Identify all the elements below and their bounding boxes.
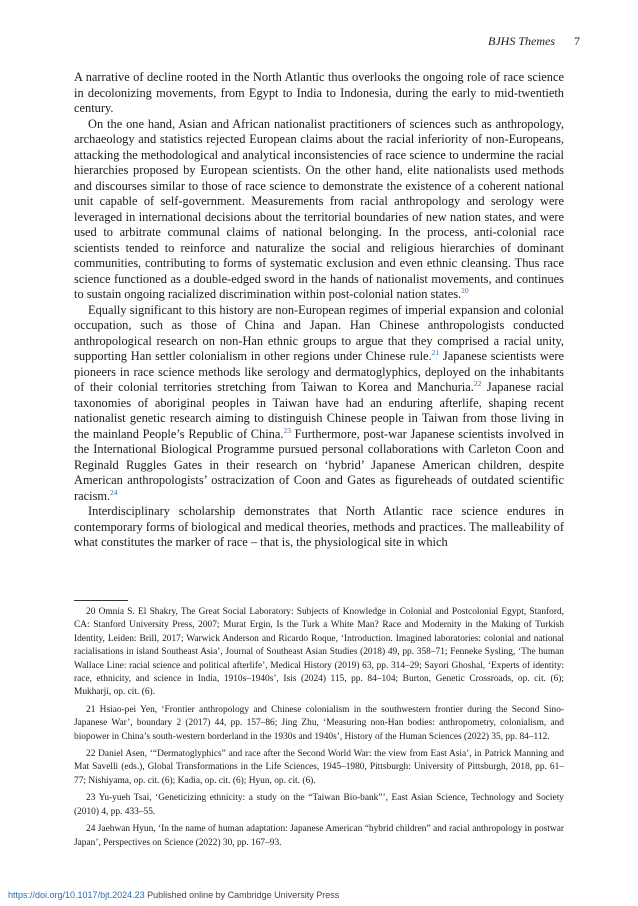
footnote-ref-24[interactable]: 24 bbox=[110, 487, 118, 497]
paragraph-3 bbox=[74, 303, 564, 505]
paragraph-2 bbox=[74, 117, 564, 303]
paragraph-3-text-b: Japanese scientists were pioneers in race science methods like serology and dermatoglyphics, deployed on the inhabitants of their colonial territories stretching from Taiwan to Korea and Manchuria. bbox=[74, 349, 564, 394]
footnote-24: 24 Jaehwan Hyun, ‘In the name of human adaptation: Japanese American “hybrid children” and racial anthropology in postwar Japan’, Perspectives on Science (2022) 30, pp. 167–93. bbox=[74, 824, 564, 848]
footnote-ref-22[interactable]: 22 bbox=[473, 378, 482, 388]
paragraph-3-text-c: Japanese racial taxonomies of aboriginal peoples in Taiwan have had an enduring afterlife, shaping recent nationalist genetic research aiming to distinguish Chinese people in Taiwan from those living in the mainland People’s Republic of China. bbox=[74, 380, 564, 441]
footnotes bbox=[74, 606, 564, 854]
paragraph-4: Interdisciplinary scholarship demonstrates that North Atlantic race science endures in contemporary forms of biological and medical theories, methods and practices. The malleability of what constitutes the marker of race – that is, the physiological site in which bbox=[74, 504, 564, 549]
footnote-22: 22 Daniel Asen, ‘“Dermatoglyphics” and race after the Second World War: the view from East Asia’, in Patrick Manning and Mat Savelli (eds.), Global Transformations in the Life Sciences, 1945–1980, Pittsburgh: University of Pittsburgh, 2018, pp. 61–77; Nishiyama, op. cit. (6); Kadia, op. cit. (6); Hyun, op. cit. (6). bbox=[74, 749, 564, 786]
doi-footer bbox=[8, 890, 339, 900]
paragraph-3-text-d: Furthermore, post-war Japanese scientists involved in the International Biological Programme pursued personal collaborations with Carleton Coon and Reginald Ruggles Gates in their research on ‘hybrid’ Japanese American children, despite American anthropologists’ ostracization of Coon and Gates as figureheads of outdated scientific racism. bbox=[74, 426, 564, 503]
journal-title: BJHS Themes bbox=[488, 34, 555, 48]
main-text bbox=[74, 70, 564, 551]
paragraph-3-text-a: Equally significant to this history are non-European regimes of imperial expansion and colonial occupation, such as those of China and Japan. Han Chinese anthropologists conducted anthropological research on non-Han ethnic groups to argue that they comprised a racial unity, supporting Han settler colonialism in other regions under Chinese rule. bbox=[74, 302, 564, 363]
paragraph-2-text: On the one hand, Asian and African nationalist practitioners of sciences such as anthropology, archaeology and statistics rejected European claims about the racial inferiority of non-Europeans, attacking the methodological and analytical inconsistencies of race science to undermine the racial hierarchies proposed by European scientists. On the other hand, elite nationalists used methods and discourses similar to those of race science to demonstrate the existence of a coherent national unit capable of self-government. Measurements from racial anthropology and serology were leveraged in international decisions about the territorial boundaries of new nation states, and were used to arbitrate communal claims of national belonging. In the process, anti-colonial race scientists tended to reinforce and naturalize the social and religious hierarchies of dominant communities, contributing to forms of systematic exclusion and even ethnic cleansing. Thus race science functioned as a double-edged sword in the hands of nationalist movements, and continues to sustain ongoing racialized discrimination within post-colonial nation states. bbox=[74, 116, 564, 301]
doi-link[interactable]: https://doi.org/10.1017/bjt.2024.23 bbox=[8, 890, 145, 900]
footnote-ref-20[interactable]: 20 bbox=[461, 285, 469, 295]
footnote-23: 23 Yu-yueh Tsai, ‘Geneticizing ethnicity: a study on the “Taiwan Bio-bank”’, East Asian Science, Technology and Society (2010) 4, pp. 433–55. bbox=[74, 793, 564, 817]
doi-publisher-text: Published online by Cambridge University Press bbox=[144, 890, 340, 900]
paragraph-1: A narrative of decline rooted in the North Atlantic thus overlooks the ongoing role of race science in decolonizing movements, from Egypt to India to Indonesia, during the early to mid-twentieth century. bbox=[74, 70, 564, 115]
running-header bbox=[488, 34, 580, 49]
footnote-20: 20 Omnia S. El Shakry, The Great Social Laboratory: Subjects of Knowledge in Colonial and Postcolonial Egypt, Stanford, CA: Stanford University Press, 2007; Murat Ergin, Is the Turk a White Man? Race and Modernity in the Making of Turkish Identity, Leiden: Brill, 2017; Warwick Anderson and Ricardo Roque, ‘Introduction. Imagined laboratories: colonial and national racialisations in island Southeast Asia’, Journal of Southeast Asian Studies (2018) 49, pp. 358–71; Fenneke Sysling, ‘The human Wallace Line: racial science and political afterlife’, Medical History (2019) 63, pp. 314–29; Sayori Ghoshal, ‘Experts of identity: race, ethnicity, and science in India, 1910s–1940s’, Isis (2024) 115, pp. 84–104; Burton, Genetic Crossroads, op. cit. (6); Mukharji, op. cit. (6). bbox=[74, 607, 564, 698]
footnote-ref-23[interactable]: 23 bbox=[283, 425, 291, 435]
page-number: 7 bbox=[574, 34, 580, 48]
footnote-ref-21[interactable]: 21 bbox=[431, 347, 440, 357]
footnote-21: 21 Hsiao-pei Yen, ‘Frontier anthropology and Chinese colonialism in the southwestern frontier during the Second Sino-Japanese War’, boundary 2 (2017) 44, pp. 157–86; Jing Zhu, ‘Measuring non-Han bodies: anthropometry, colonialism, and biopower in China’s south-western borderland in the 1930s and 1940s’, History of the Human Sciences (2022) 35, pp. 84–112. bbox=[74, 704, 564, 742]
footnote-divider bbox=[74, 600, 128, 601]
